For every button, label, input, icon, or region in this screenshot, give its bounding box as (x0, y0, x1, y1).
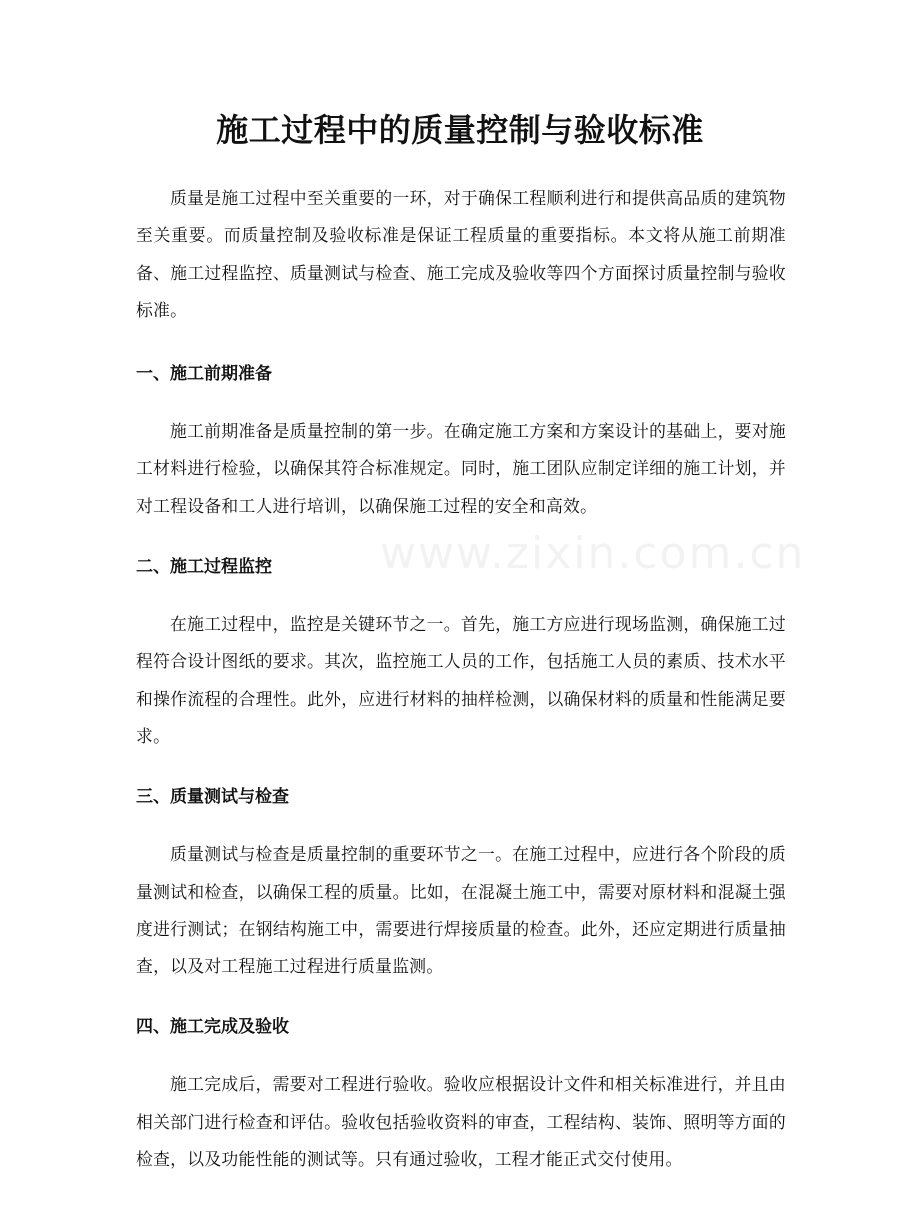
watermark: www.zixin.com.cn (380, 528, 806, 579)
section-heading-testing: 三、质量测试与检查 (136, 787, 289, 808)
document-body (136, 180, 786, 1205)
intro-paragraph: 质量是施工过程中至关重要的一环，对于确保工程顺利进行和提供高品质的建筑物至关重要。而质量控制及验收标准是保证工程质量的重要指标。本文将从施工前期准备、施工过程监控、质量测试与检查、施工完成及验收等四个方面探讨质量控制与验收标准。 (136, 188, 786, 320)
section-body-monitoring: 在施工过程中，监控是关键环节之一。首先，施工方应进行现场监测，确保施工过程符合设计图纸的要求。其次，监控施工人员的工作，包括施工人员的素质、技术水平和操作流程的合理性。此外，应进行材料的抽样检测，以确保材料的质量和性能满足要求。 (136, 614, 786, 746)
section-heading-monitoring: 二、施工过程监控 (136, 557, 272, 578)
document-title: 施工过程中的质量控制与验收标准 (216, 111, 704, 149)
section-body-testing: 质量测试与检查是质量控制的重要环节之一。在施工过程中，应进行各个阶段的质量测试和检查，以确保工程的质量。比如，在混凝土施工中，需要对原材料和混凝土强度进行测试；在钢结构施工中，需要进行焊接质量的检查。此外，还应定期进行质量抽查，以及对工程施工过程进行质量监测。 (136, 844, 786, 977)
section-heading-acceptance: 四、施工完成及验收 (136, 1017, 289, 1038)
section-heading-preparation: 一、施工前期准备 (136, 364, 272, 385)
section-body-acceptance: 施工完成后，需要对工程进行验收。验收应根据设计文件和相关标准进行，并且由相关部门进行检查和评估。验收包括验收资料的审查，工程结构、装饰、照明等方面的检查，以及功能性能的测试等。只有通过验收，工程才能正式交付使用。 (136, 1074, 786, 1170)
section-body-preparation: 施工前期准备是质量控制的第一步。在确定施工方案和方案设计的基础上，要对施工材料进行检验，以确保其符合标准规定。同时，施工团队应制定详细的施工计划，并对工程设备和工人进行培训，以确保施工过程的安全和高效。 (136, 421, 786, 516)
